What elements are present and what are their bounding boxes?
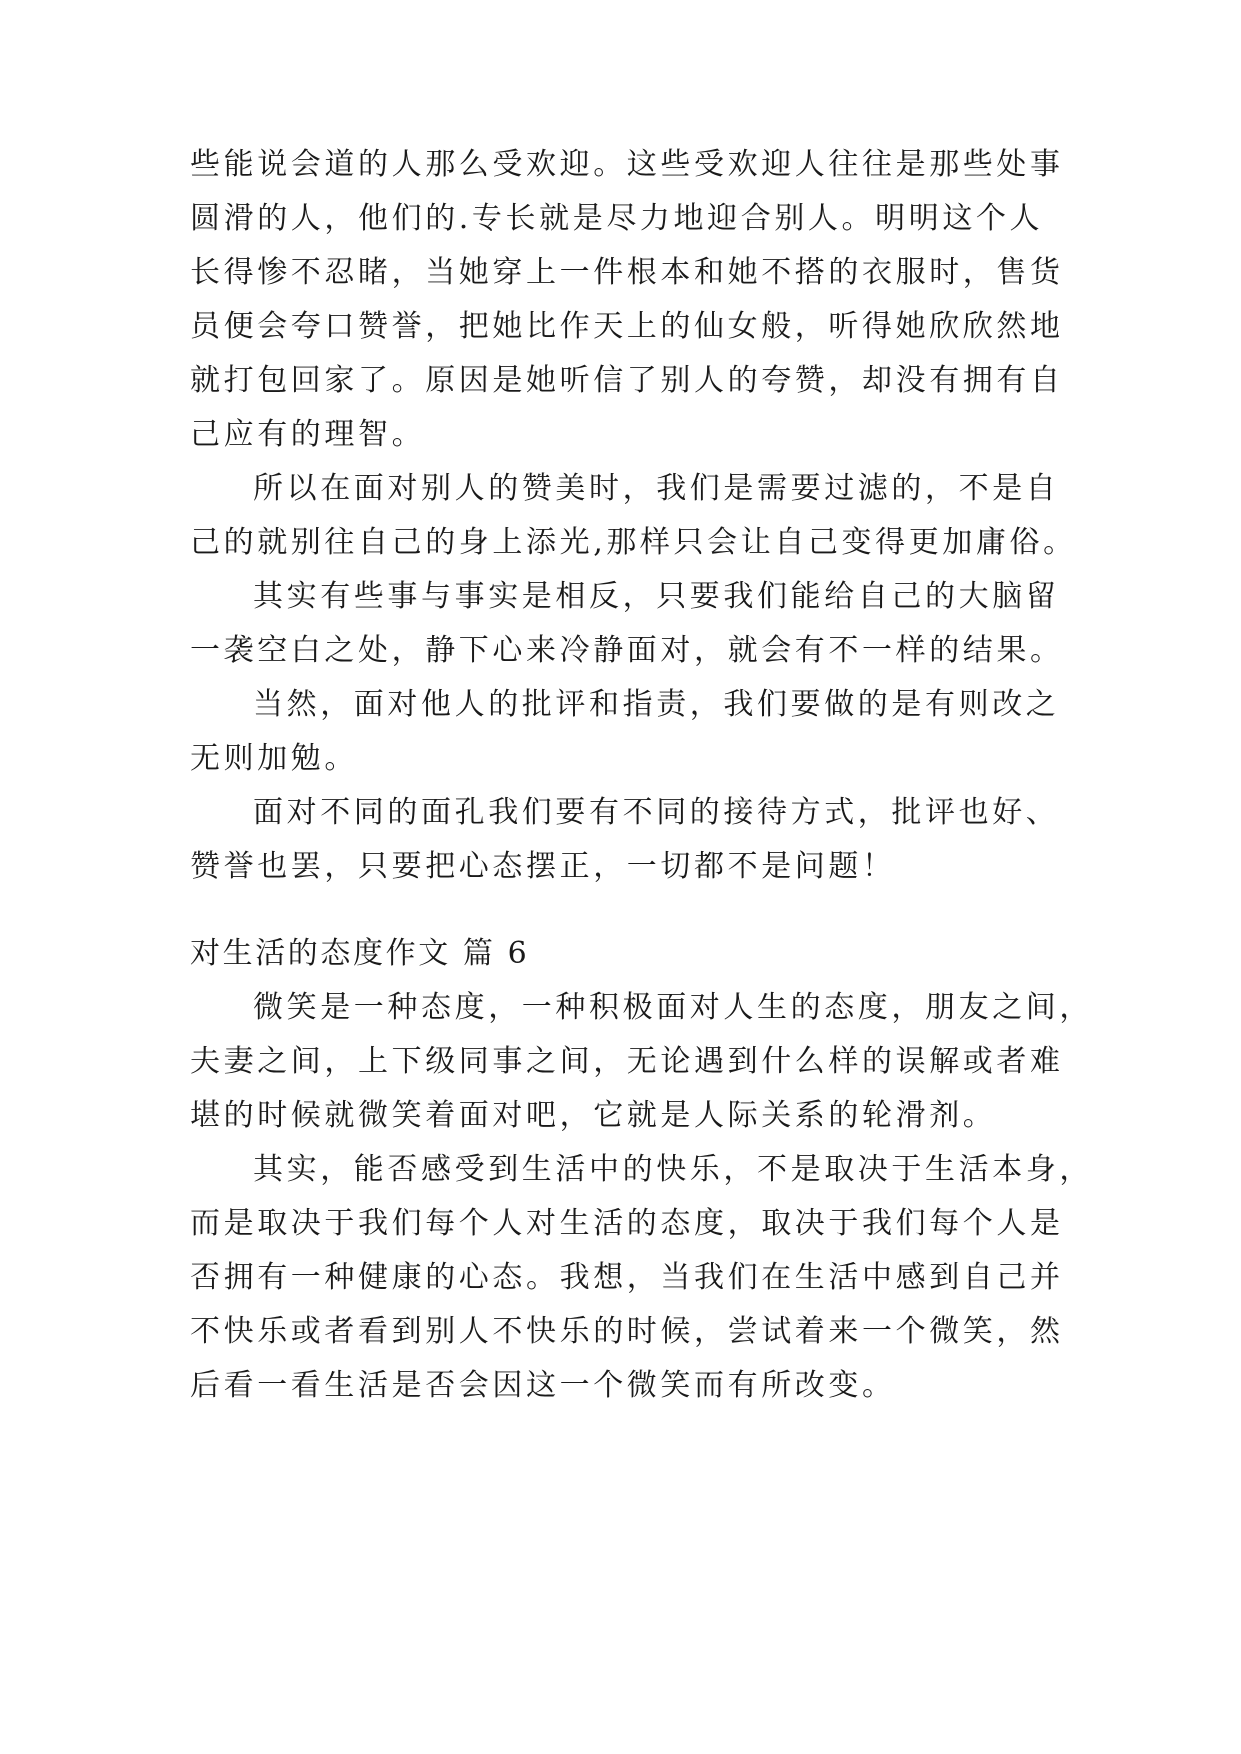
text-line: 当然，面对他人的批评和指责，我们要做的是有则改之: [253, 687, 1060, 722]
text-line: 己的就别往自己的身上添光,那样只会让自己变得更加庸俗。: [190, 525, 1077, 560]
text-line: 一袭空白之处，静下心来冷静面对，就会有不一样的结果。: [190, 633, 1064, 668]
text-line: 微笑是一种态度，一种积极面对人生的态度，朋友之间，: [253, 990, 1093, 1025]
text-line: 长得惨不忍睹，当她穿上一件根本和她不搭的衣服时，售货: [190, 255, 1064, 290]
text-line: 就打包回家了。原因是她听信了别人的夸赞，却没有拥有自: [190, 363, 1064, 398]
text-line: 堪的时候就微笑着面对吧，它就是人际关系的轮滑剂。: [190, 1098, 997, 1133]
text-line: 其实有些事与事实是相反，只要我们能给自己的大脑留: [253, 579, 1060, 614]
text-line: 而是取决于我们每个人对生活的态度，取决于我们每个人是: [190, 1206, 1064, 1241]
text-line: 圆滑的人，他们的.专长就是尽力地迎合别人。明明这个人: [190, 201, 1044, 236]
text-line: 员便会夸口赞誉，把她比作天上的仙女般，听得她欣欣然地: [190, 309, 1064, 344]
text-line: 夫妻之间，上下级同事之间，无论遇到什么样的误解或者难: [190, 1044, 1064, 1079]
text-line: 其实，能否感受到生活中的快乐，不是取决于生活本身，: [253, 1152, 1093, 1187]
text-line: 所以在面对别人的赞美时，我们是需要过滤的，不是自: [253, 471, 1060, 506]
text-line: 赞誉也罢，只要把心态摆正，一切都不是问题！: [190, 849, 896, 884]
text-line: 面对不同的面孔我们要有不同的接待方式，批评也好、: [253, 795, 1060, 830]
text-line: 无则加勉。: [190, 741, 358, 776]
text-line: 些能说会道的人那么受欢迎。这些受欢迎人往往是那些处事: [190, 147, 1064, 182]
text-line: 不快乐或者看到别人不快乐的时候，尝试着来一个微笑，然: [190, 1314, 1064, 1349]
text-line: 后看一看生活是否会因这一个微笑而有所改变。: [190, 1368, 896, 1403]
text-line: 己应有的理智。: [190, 417, 426, 452]
section-heading: 对生活的态度作文 篇 6: [190, 936, 530, 971]
text-line: 否拥有一种健康的心态。我想，当我们在生活中感到自己并: [190, 1260, 1064, 1295]
